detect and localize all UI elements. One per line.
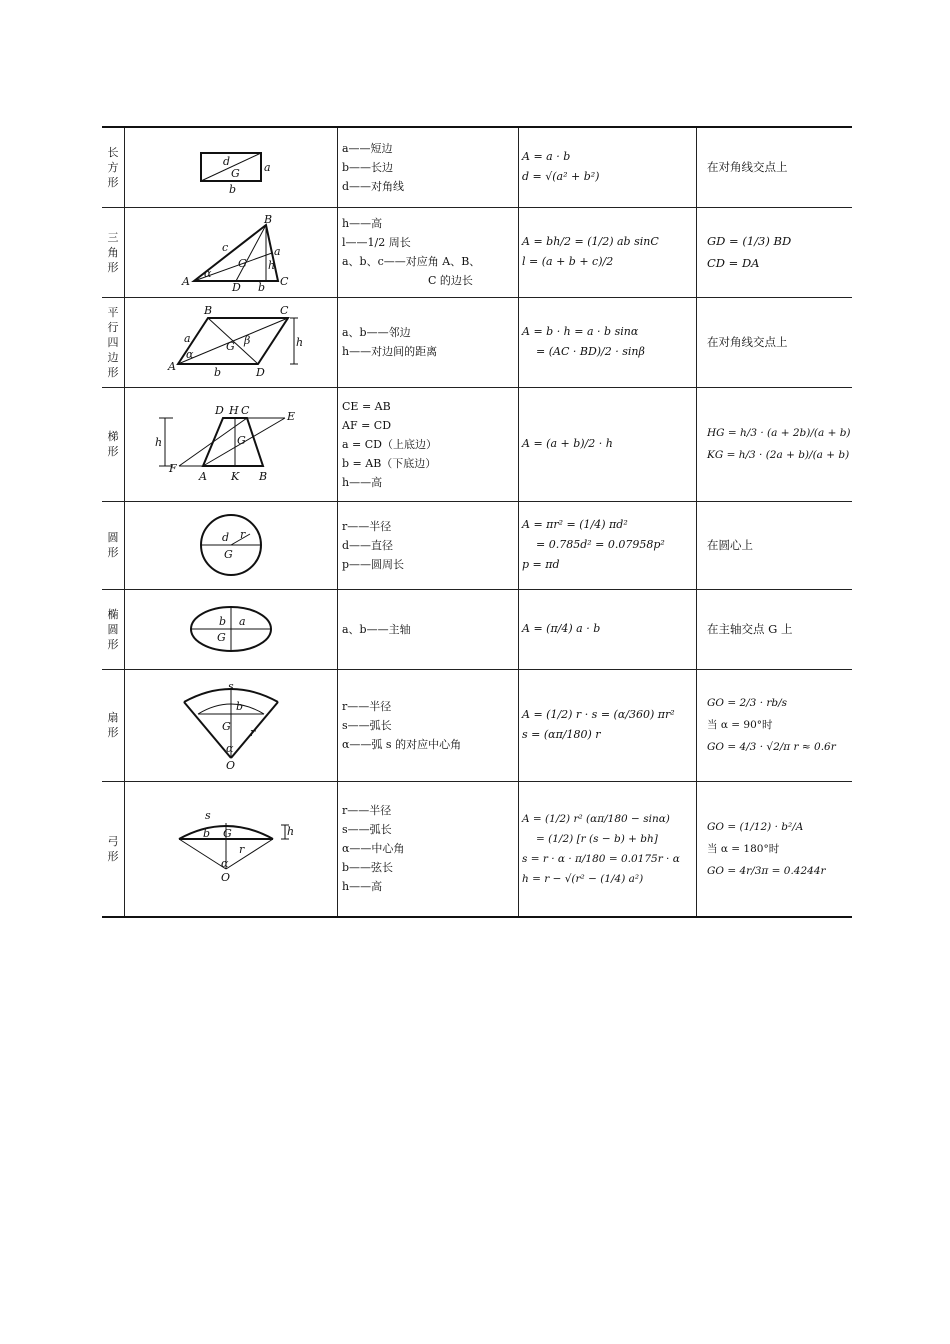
table-row-triangle bbox=[102, 207, 852, 297]
area-formulas: A = (a + b)/2 · h bbox=[519, 387, 697, 501]
svg-text:E: E bbox=[287, 410, 296, 423]
parallelogram-diagram bbox=[156, 302, 306, 382]
svg-text:G: G bbox=[226, 340, 235, 353]
svg-text:a: a bbox=[264, 161, 271, 175]
svg-text:b: b bbox=[229, 183, 237, 197]
svg-text:G: G bbox=[224, 548, 233, 561]
shape-name: 圆形 bbox=[102, 501, 125, 589]
svg-text:H: H bbox=[229, 404, 239, 417]
centroid-position: GD = (1/3) BD CD = DA bbox=[697, 207, 853, 297]
svg-text:d: d bbox=[222, 531, 230, 544]
shapes-table bbox=[102, 126, 852, 918]
svg-text:a: a bbox=[184, 332, 191, 345]
symbol-definitions: r——半径 s——弧长 α——弧 s 的对应中心角 bbox=[338, 669, 519, 781]
svg-text:B: B bbox=[204, 304, 213, 317]
svg-text:K: K bbox=[231, 470, 240, 483]
area-formulas: A = b · h = a · b sinα = (AC · BD)/2 · sinβ bbox=[519, 297, 697, 387]
svg-text:b: b bbox=[236, 700, 244, 713]
shape-name: 三角形 bbox=[102, 207, 125, 297]
symbol-definitions: a、b——主轴 bbox=[338, 589, 519, 669]
circle-figure bbox=[125, 501, 338, 589]
svg-text:α: α bbox=[226, 742, 234, 755]
centroid-position: HG = h/3 · (a + 2b)/(a + b) KG = h/3 · (2a + b)/(a + b) bbox=[697, 387, 853, 501]
svg-text:d: d bbox=[223, 155, 231, 169]
svg-text:B: B bbox=[259, 470, 268, 483]
trapezoid-figure bbox=[125, 387, 338, 501]
symbol-definitions: h——高 l——1/2 周长 a、b、c——对应角 A、B、 C 的边长 bbox=[338, 207, 519, 297]
circle-diagram bbox=[186, 510, 276, 580]
symbol-definitions: a、b——邻边 h——对边间的距离 bbox=[338, 297, 519, 387]
svg-text:G: G bbox=[217, 631, 226, 644]
shape-name: 平行四边形 bbox=[102, 297, 125, 387]
svg-text:G: G bbox=[238, 257, 247, 270]
trapezoid-diagram bbox=[151, 404, 311, 484]
segment-diagram bbox=[161, 809, 301, 889]
ellipse-diagram bbox=[181, 597, 281, 661]
svg-text:A: A bbox=[182, 275, 190, 288]
ellipse-figure bbox=[125, 589, 338, 669]
svg-text:C: C bbox=[280, 275, 289, 288]
svg-text:A: A bbox=[199, 470, 207, 483]
table-row-trapezoid bbox=[102, 387, 852, 501]
centroid-position: GO = (1/12) · b²/A 当 α = 180°时 GO = 4r/3π = 0.4244r bbox=[697, 781, 853, 917]
svg-text:C: C bbox=[280, 304, 289, 317]
sector-figure bbox=[125, 669, 338, 781]
svg-text:B: B bbox=[264, 213, 273, 226]
svg-text:α: α bbox=[204, 267, 212, 280]
table-row-sector bbox=[102, 669, 852, 781]
svg-text:b: b bbox=[214, 366, 222, 379]
svg-text:D: D bbox=[232, 281, 241, 293]
svg-text:r: r bbox=[250, 726, 256, 739]
shape-name: 弓形 bbox=[102, 781, 125, 917]
svg-text:c: c bbox=[222, 241, 229, 254]
centroid-position: 在圆心上 bbox=[697, 501, 853, 589]
area-formulas: A = a · b d = √(a² + b²) bbox=[519, 127, 697, 207]
svg-text:G: G bbox=[237, 434, 246, 447]
symbol-definitions: r——半径 s——弧长 α——中心角 b——弦长 h——高 bbox=[338, 781, 519, 917]
area-formulas: A = (1/2) r² (απ/180 − sinα) = (1/2) [r (s − b) + bh] s = r · α · π/180 = 0.0175r · α h = r − √(r² − (1/4) a²) bbox=[519, 781, 697, 917]
svg-text:G: G bbox=[231, 167, 240, 181]
svg-text:β: β bbox=[244, 334, 251, 347]
parallelogram-figure bbox=[125, 297, 338, 387]
svg-text:O: O bbox=[226, 759, 236, 770]
svg-text:G: G bbox=[223, 826, 232, 840]
svg-text:O: O bbox=[221, 870, 231, 884]
rectangle-diagram bbox=[171, 137, 291, 197]
symbol-definitions: r——半径 d——直径 p——圆周长 bbox=[338, 501, 519, 589]
segment-figure bbox=[125, 781, 338, 917]
area-formulas: A = (π/4) a · b bbox=[519, 589, 697, 669]
area-formulas: A = bh/2 = (1/2) ab sinC l = (a + b + c)/2 bbox=[519, 207, 697, 297]
area-formulas: A = πr² = (1/4) πd² = 0.785d² = 0.07958p² p = πd bbox=[519, 501, 697, 589]
svg-text:h: h bbox=[287, 824, 295, 838]
rectangle-figure bbox=[125, 127, 338, 207]
shape-name: 椭圆形 bbox=[102, 589, 125, 669]
centroid-position: 在主轴交点 G 上 bbox=[697, 589, 853, 669]
svg-text:b: b bbox=[258, 281, 266, 293]
svg-text:A: A bbox=[168, 360, 176, 373]
svg-text:F: F bbox=[169, 462, 177, 475]
svg-text:s: s bbox=[228, 680, 234, 693]
symbol-definitions: CE = AB AF = CD a = CD（上底边） b = AB（下底边） h——高 bbox=[338, 387, 519, 501]
shape-name: 扇形 bbox=[102, 669, 125, 781]
svg-text:h: h bbox=[296, 336, 304, 349]
svg-text:h: h bbox=[155, 436, 163, 449]
shape-name: 梯形 bbox=[102, 387, 125, 501]
centroid-position: 在对角线交点上 bbox=[697, 127, 853, 207]
svg-text:G: G bbox=[222, 720, 231, 733]
centroid-position: 在对角线交点上 bbox=[697, 297, 853, 387]
area-formulas: A = (1/2) r · s = (α/360) πr² s = (απ/180) r bbox=[519, 669, 697, 781]
svg-text:s: s bbox=[205, 808, 211, 822]
table-row-circle bbox=[102, 501, 852, 589]
svg-text:a: a bbox=[274, 245, 281, 258]
svg-text:h: h bbox=[268, 259, 276, 272]
svg-text:b: b bbox=[219, 615, 227, 628]
svg-text:α: α bbox=[186, 348, 194, 361]
svg-text:b: b bbox=[203, 826, 211, 840]
table-row-rectangle bbox=[102, 127, 852, 207]
svg-text:α: α bbox=[221, 856, 229, 870]
triangle-diagram bbox=[166, 211, 296, 293]
svg-text:a: a bbox=[239, 615, 246, 628]
table-row-segment bbox=[102, 781, 852, 917]
symbol-definitions: a——短边 b——长边 d——对角线 bbox=[338, 127, 519, 207]
sector-diagram bbox=[166, 680, 296, 770]
svg-text:r: r bbox=[240, 528, 246, 541]
table-row-ellipse bbox=[102, 589, 852, 669]
svg-text:D: D bbox=[215, 404, 224, 417]
shape-name: 长方形 bbox=[102, 127, 125, 207]
triangle-figure bbox=[125, 207, 338, 297]
centroid-position: GO = 2/3 · rb/s 当 α = 90°时 GO = 4/3 · √2/π r ≈ 0.6r bbox=[697, 669, 853, 781]
table-row-parallelogram bbox=[102, 297, 852, 387]
svg-text:r: r bbox=[239, 842, 245, 856]
svg-text:C: C bbox=[241, 404, 250, 417]
svg-text:D: D bbox=[256, 366, 265, 379]
